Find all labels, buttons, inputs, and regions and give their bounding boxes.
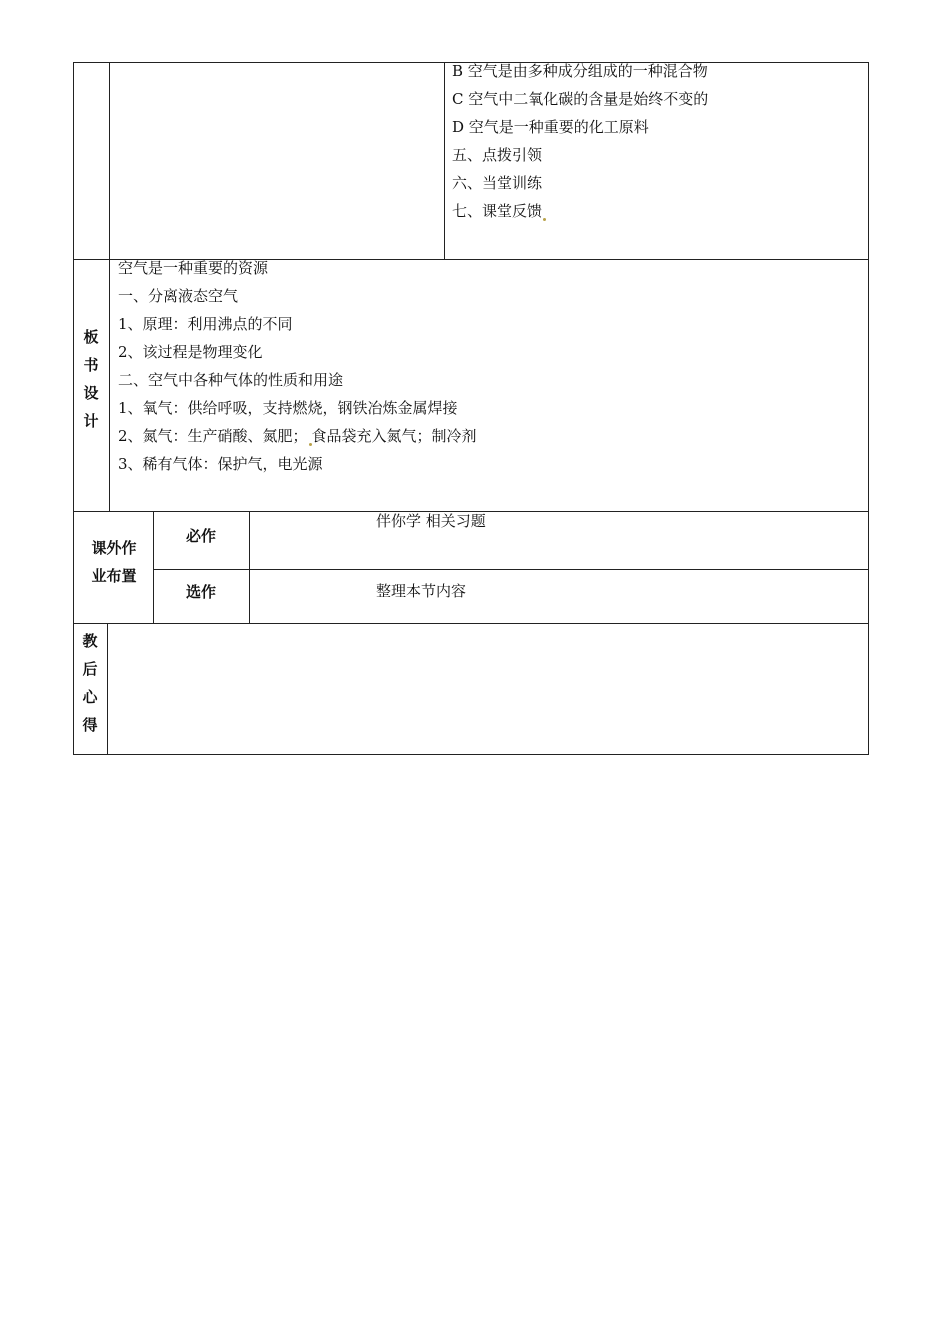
option-b-line: B 空气是由多种成分组成的一种混合物	[452, 62, 708, 80]
optional-value: 整理本节内容	[376, 582, 467, 600]
reflection-label-char-4: 得	[82, 716, 98, 734]
board-line-2: 1、原理：利用沸点的不同	[118, 315, 293, 333]
mark-dot	[543, 218, 546, 221]
homework-col-divider-1	[153, 511, 154, 624]
step-five-line: 五、点拨引领	[452, 146, 543, 164]
reflection-label-char-1: 教	[82, 632, 98, 650]
top-col-divider-2	[444, 62, 445, 260]
board-label-char-2: 书	[83, 356, 99, 374]
homework-label-line-1: 课外作	[91, 539, 137, 557]
board-line-6: 2、氮气：生产硝酸、氮肥； 食品袋充入氮气；制冷剂	[118, 427, 477, 445]
board-line-1: 一、分离液态空气	[118, 287, 239, 305]
option-c-line: C 空气中二氧化碳的含量是始终不变的	[452, 90, 709, 108]
board-label-char-4: 计	[83, 412, 99, 430]
step-six-line: 六、当堂训练	[452, 174, 543, 192]
board-line-title: 空气是一种重要的资源	[118, 259, 269, 277]
board-label-char-1: 板	[83, 328, 99, 346]
homework-label-line-2: 业布置	[91, 567, 137, 585]
top-col-divider-1	[109, 62, 110, 260]
board-label-char-3: 设	[83, 384, 99, 402]
board-line-7: 3、稀有气体：保护气，电光源	[118, 455, 323, 473]
homework-row-divider	[153, 569, 869, 570]
optional-label: 选作	[185, 583, 216, 601]
required-value: 伴你学 相关习题	[376, 512, 486, 530]
board-line-4: 二、空气中各种气体的性质和用途	[118, 371, 344, 389]
reflection-content	[108, 624, 868, 754]
option-d-line: D 空气是一种重要的化工原料	[452, 118, 649, 136]
board-line-3: 2、该过程是物理变化	[118, 343, 263, 361]
reflection-label-char-3: 心	[82, 688, 98, 706]
board-line-5: 1、氧气：供给呼吸，支持燃烧，钢铁冶炼金属焊接	[118, 399, 458, 417]
step-seven-line: 七、课堂反馈	[452, 201, 546, 221]
reflection-label-char-2: 后	[82, 660, 98, 678]
homework-col-divider-2	[249, 511, 250, 624]
required-label: 必作	[185, 527, 216, 545]
board-col-divider	[109, 259, 110, 512]
